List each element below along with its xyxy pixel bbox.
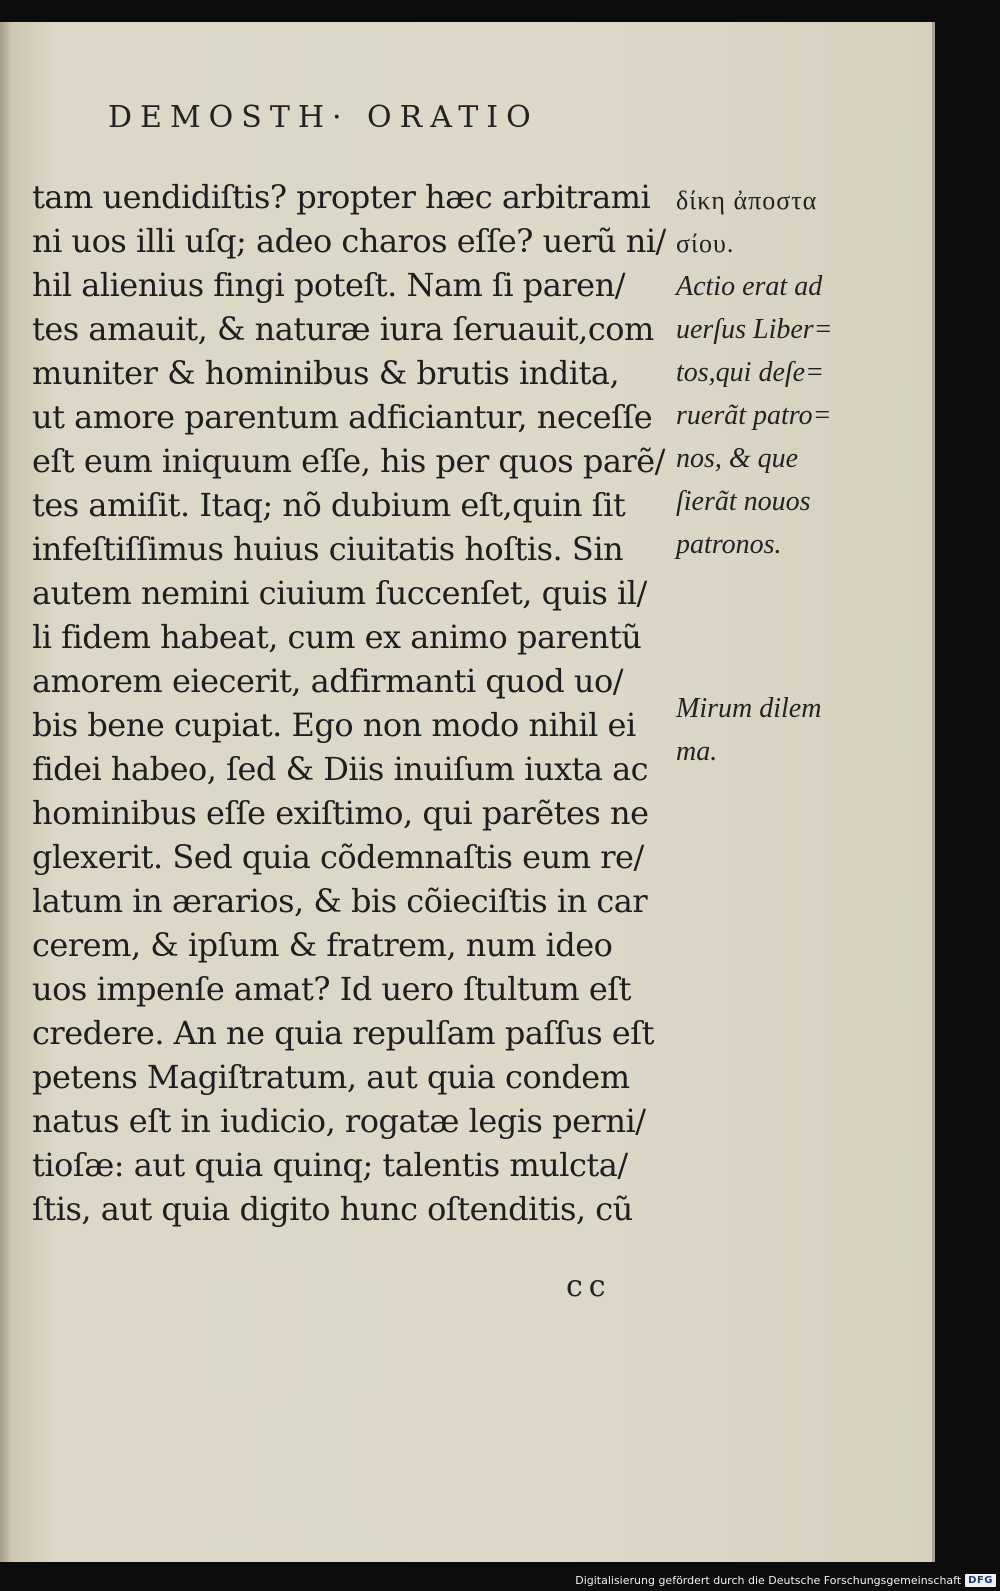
- dfg-logo-icon: DFG: [965, 1574, 996, 1587]
- text-line: natus eſt in iudicio, rogatæ legis perni/: [32, 1102, 646, 1140]
- running-header: DEMOSTH· ORATIO: [108, 100, 539, 135]
- text-line: petens Magiſtratum, aut quia condem: [32, 1058, 630, 1096]
- book-page: [0, 22, 935, 1562]
- text-line: ni uos illi uſq; adeo charos eſſe? uerũ ni/: [32, 222, 666, 260]
- text-line: cerem, & ipſum & fratrem, num ideo: [32, 926, 613, 964]
- footer-credit-text: Digitalisierung gefördert durch die Deutsche Forschungsgemeinschaft: [575, 1574, 962, 1587]
- text-line: tioſæ: aut quia quinq; talentis mulcta/: [32, 1146, 628, 1184]
- main-text-block: [32, 175, 672, 1231]
- text-line: amorem eiecerit, adfirmanti quod uo/: [32, 662, 624, 700]
- margin-note-line: δίκη ἀποστα: [676, 186, 818, 215]
- text-line: latum in ærarios, & bis cõieciſtis in car: [32, 882, 648, 920]
- text-line: tes amauit, & naturæ iura ſeruauit,com: [32, 310, 654, 348]
- margin-note-actio: [676, 179, 866, 566]
- text-line: infeſtiſſimus huius ciuitatis hoſtis. Sin: [32, 530, 624, 568]
- text-line: hominibus eſſe exiſtimo, qui parẽtes ne: [32, 794, 649, 832]
- page-gutter-shadow: [0, 22, 12, 1562]
- text-line: uos impenſe amat? Id uero ſtultum eſt: [32, 970, 631, 1008]
- margin-note-line: tos,qui deſe=: [676, 357, 824, 388]
- text-line: fidei habeo, ſed & Diis inuiſum iuxta ac: [32, 750, 649, 788]
- margin-note-line: ma.: [676, 736, 718, 767]
- margin-note-line: σίου.: [676, 229, 735, 258]
- signature-mark: cc: [566, 1269, 612, 1304]
- text-line: hil alienius fingi poteſt. Nam ſi paren/: [32, 266, 625, 304]
- text-line: ut amore parentum adficiantur, neceſſe: [32, 398, 653, 436]
- margin-note-line: nos, & que: [676, 443, 799, 474]
- text-line: glexerit. Sed quia cõdemnaſtis eum re/: [32, 838, 644, 876]
- text-line: li fidem habeat, cum ex animo parentũ: [32, 618, 642, 656]
- margin-note-line: ruerãt patro=: [676, 400, 832, 431]
- text-line: eſt eum iniquum eſſe, his per quos parẽ/: [32, 442, 665, 480]
- margin-notes: [676, 179, 866, 767]
- text-line: credere. An ne quia repulſam paſſus eſt: [32, 1014, 654, 1052]
- text-line: tam uendidiſtis? propter hæc arbitrami: [32, 178, 651, 216]
- margin-note-line: ſierãt nouos: [676, 486, 811, 517]
- text-line: autem nemini ciuium ſuccenſet, quis il/: [32, 574, 647, 612]
- margin-note-line: patronos.: [676, 529, 782, 560]
- digitization-footer: [575, 1574, 996, 1587]
- margin-note-mirum-dilemma: [676, 687, 821, 773]
- text-line: ſtis, aut quia digito hunc oſtenditis, cũ: [32, 1190, 633, 1228]
- text-line: muniter & hominibus & brutis indita,: [32, 354, 620, 392]
- margin-note-line: Actio erat ad: [676, 271, 823, 302]
- text-line: tes amiſit. Itaq; nõ dubium eſt,quin ſit: [32, 486, 626, 524]
- text-line: bis bene cupiat. Ego non modo nihil ei: [32, 706, 636, 744]
- margin-note-line: uerſus Liber=: [676, 314, 833, 345]
- margin-note-line: Mirum dilem: [676, 693, 822, 724]
